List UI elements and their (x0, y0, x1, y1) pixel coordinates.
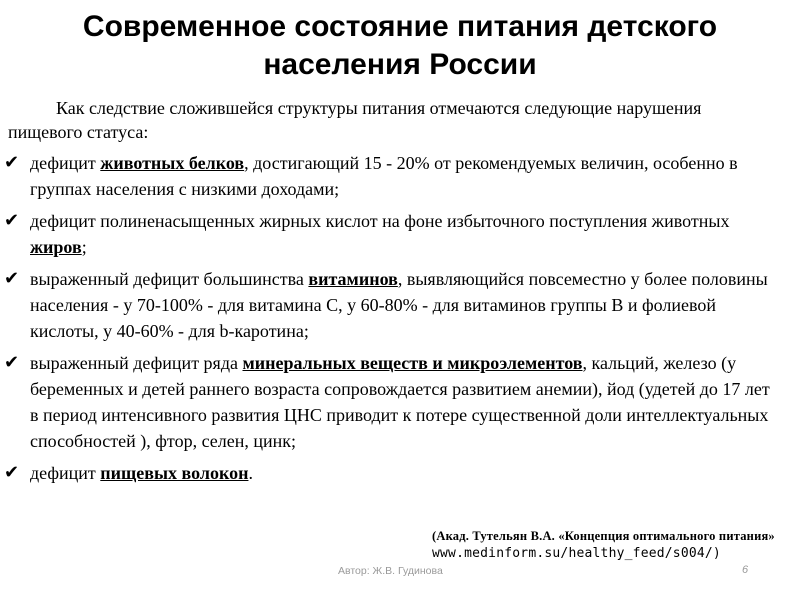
intro-paragraph: Как следствие сложившейся структуры питания отмечаются следующие нарушения пищевого статуса: (8, 98, 702, 142)
slide-title: Современное состояние питания детского населения России (82, 10, 718, 81)
list-item (0, 208, 770, 260)
list-item (0, 460, 770, 486)
bullet-keyword: витаминов (308, 269, 398, 289)
bullet-text-pre: выраженный дефицит ряда (30, 353, 243, 373)
reference-url: www.medinform.su/healthy_feed/s004/) (432, 546, 721, 561)
list-item (0, 150, 770, 202)
bullet-text-pre: дефицит (30, 153, 101, 173)
page-number: 6 (742, 564, 749, 576)
list-item (0, 266, 770, 344)
bullet-text-post: , кальций, железо (у беременных и детей раннего возраста сопровождается развитием анемии), йод (удетей до 17 лет в период интенсивного развития ЦНС приводит к потере существенной доли интеллектуальных способностей ), фтор, селен, цинк; (30, 353, 770, 451)
bullet-keyword: минеральных веществ и микроэлементов (242, 353, 583, 373)
bullet-text-post: , выявляющийся повсеместно у более половины населения - у 70-100% - для витамина С, у 60-80% - для витаминов группы В и фолиевой кислоты, у 40-60% - для b-каротина; (30, 269, 768, 341)
footer-author: Автор: Ж.В. Гудинова (338, 565, 443, 577)
bullet-list (0, 150, 790, 492)
list-item (0, 350, 770, 454)
bullet-text-pre: выраженный дефицит большинства (30, 269, 309, 289)
reference-citation (432, 528, 794, 562)
bullet-text-post: , достигающий 15 - 20% от рекомендуемых величин, особенно в группах населения с низкими доходами; (30, 153, 738, 199)
checkmark-icon: ✔ (4, 352, 20, 373)
checkmark-icon: ✔ (4, 210, 20, 231)
reference-text: (Акад. Тутельян В.А. «Концепция оптимального питания» (432, 529, 775, 543)
checkmark-icon: ✔ (4, 268, 20, 289)
bullet-keyword: пищевых волокон (100, 463, 249, 483)
bullet-text-pre: дефицит полиненасыщенных жирных кислот на фоне избыточного поступления животных (30, 211, 730, 231)
bullet-keyword: животных белков (100, 153, 245, 173)
bullet-text-post: . (248, 463, 253, 483)
checkmark-icon: ✔ (4, 462, 20, 483)
checkmark-icon: ✔ (4, 152, 20, 173)
bullet-keyword: жиров (30, 237, 82, 257)
bullet-text-pre: дефицит (30, 463, 101, 483)
bullet-text-post: ; (81, 237, 87, 257)
